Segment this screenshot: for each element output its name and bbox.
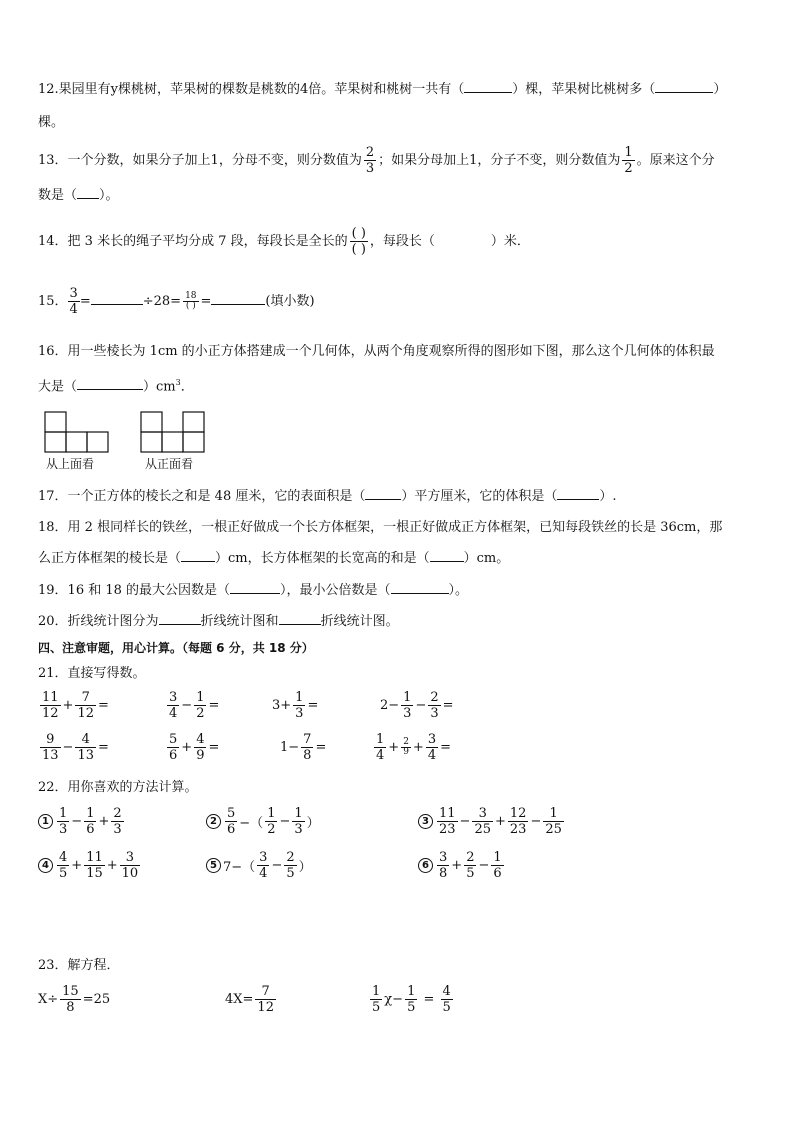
question-15: 15． $\frac{3}{4}$ = ÷28= $\frac{18}{( )}$ = (填小数) — [38, 286, 315, 317]
answer-blank[interactable] — [464, 80, 512, 93]
calc-item: 4 $\frac{4}{5}$ + $\frac{11}{15}$ + $\frac{3}{10}$ — [38, 850, 142, 881]
calc-item: 1− $\frac{7}{8}$ = — [280, 732, 327, 763]
calc-item: 2− $\frac{1}{3}$ − $\frac{2}{3}$ = — [380, 690, 454, 721]
answer-blank[interactable] — [77, 377, 143, 390]
top-view-figure — [44, 411, 112, 455]
question-14: 14．把 3 米长的绳子平均分成 7 段，每段长是全长的 $\frac{( )}{( )}$ ，每段长（ ）米． — [38, 226, 530, 257]
top-view-caption: 从上面看 — [46, 457, 95, 471]
calc-item: 6 $\frac{3}{8}$ + $\frac{2}{5}$ − $\frac{1}{6}$ — [418, 850, 506, 881]
front-view-figure — [140, 411, 208, 455]
fraction: $\frac{2}{3}$ — [365, 145, 375, 176]
question-18: 18．用 2 根同样长的铁丝，一根正好做成一个长方体框架，一根正好做成正方体框架，已知每段铁丝的长是 36cm，那 — [38, 520, 723, 535]
question-13-cont: 数是（ ）。 — [38, 188, 119, 203]
calc-item: 5 7−（ $\frac{3}{4}$ − $\frac{2}{5}$ ） — [206, 850, 312, 881]
answer-blank[interactable] — [365, 487, 401, 500]
answer-blank[interactable] — [91, 292, 143, 305]
fraction: $\frac{1}{2}$ — [624, 145, 633, 176]
answer-blank[interactable] — [181, 549, 215, 562]
answer-blank[interactable] — [391, 581, 449, 594]
equation: X÷ $\frac{15}{8}$ =25 — [38, 984, 111, 1015]
calc-item: $\frac{5}{6}$ + $\frac{4}{9}$ = — [169, 732, 220, 763]
calc-item: $\frac{3}{4}$ − $\frac{1}{2}$ = — [169, 690, 220, 721]
question-16: 16．用一些棱长为 1cm 的小正方体搭建成一个几何体，从两个角度观察所得的图形如下图，那么这个几何体的体积最 — [38, 344, 715, 359]
answer-blank[interactable] — [279, 612, 321, 625]
answer-blank[interactable] — [77, 186, 99, 199]
equation: $\frac{1}{5}$ χ− $\frac{1}{5}$ = $\frac{4}{5}$ — [372, 984, 451, 1015]
question-13: 13．一个分数，如果分子加上1，分母不变，则分数值为 $\frac{2}{3}$ ；如果分母加上1，分子不变，则分数值为 $\frac{1}{2}$ 。原来这个分 — [38, 145, 715, 176]
calc-item: 3 $\frac{11}{23}$ − $\frac{3}{25}$ + $\frac{12}{23}$ − $\frac{1}{25}$ — [418, 806, 566, 837]
calc-item: 1 $\frac{1}{3}$ − $\frac{1}{6}$ + $\frac{2}{3}$ — [38, 806, 126, 837]
question-20: 20．折线统计图分为 折线统计图和 折线统计图。 — [38, 614, 399, 629]
question-19: 19．16 和 18 的最大公因数是（ ），最小公倍数是（ ）。 — [38, 583, 469, 598]
question-12: 12.果园里有y棵桃树，苹果树的棵数是桃数的4倍。苹果树和桃树一共有（ ）棵，苹果树比桃树多（ ） — [38, 82, 727, 97]
fraction-small: $\frac{18}{( )}$ — [185, 291, 197, 311]
question-12-cont: 棵。 — [38, 115, 65, 130]
calc-item: $\frac{9}{13}$ − $\frac{4}{13}$ = — [42, 732, 109, 763]
calc-item: 3+ $\frac{1}{3}$ = — [272, 690, 319, 721]
fraction-blank[interactable]: $\frac{( )}{( )}$ — [351, 226, 366, 257]
calc-item: 2 $\frac{5}{6}$ −（ $\frac{1}{2}$ − $\frac{1}{3}$ ） — [206, 806, 320, 837]
section-heading: 四、注意审题，用心计算。（每题 6 分，共 18 分） — [38, 641, 314, 655]
question-23-title: 23．解方程． — [38, 958, 120, 973]
question-18-cont: 么正方体框架的棱长是（ ）cm，长方体框架的长宽高的和是（ ）cm。 — [38, 551, 510, 566]
fraction: $\frac{3}{4}$ — [69, 286, 78, 317]
answer-blank[interactable] — [230, 581, 280, 594]
answer-blank[interactable] — [655, 80, 713, 93]
answer-blank[interactable] — [557, 487, 599, 500]
answer-blank[interactable] — [211, 292, 265, 305]
calc-item: $\frac{1}{4}$ + $\frac{2}{9}$ + $\frac{3}{4}$ = — [376, 732, 452, 763]
question-22-title: 22．用你喜欢的方法计算。 — [38, 780, 198, 795]
front-view-caption: 从正面看 — [145, 457, 194, 471]
question-21-title: 21．直接写得数。 — [38, 666, 146, 681]
question-17: 17．一个正方体的棱长之和是 48 厘米，它的表面积是（ ）平方厘米，它的体积是（ ）. — [38, 489, 617, 504]
calc-item: $\frac{11}{12}$ + $\frac{7}{12}$ = — [42, 690, 109, 721]
answer-blank[interactable] — [430, 549, 464, 562]
question-16-cont: 大是（ ）$cm^3$． — [38, 378, 194, 395]
answer-blank[interactable] — [159, 612, 201, 625]
equation: 4X= $\frac{7}{12}$ — [225, 984, 274, 1015]
